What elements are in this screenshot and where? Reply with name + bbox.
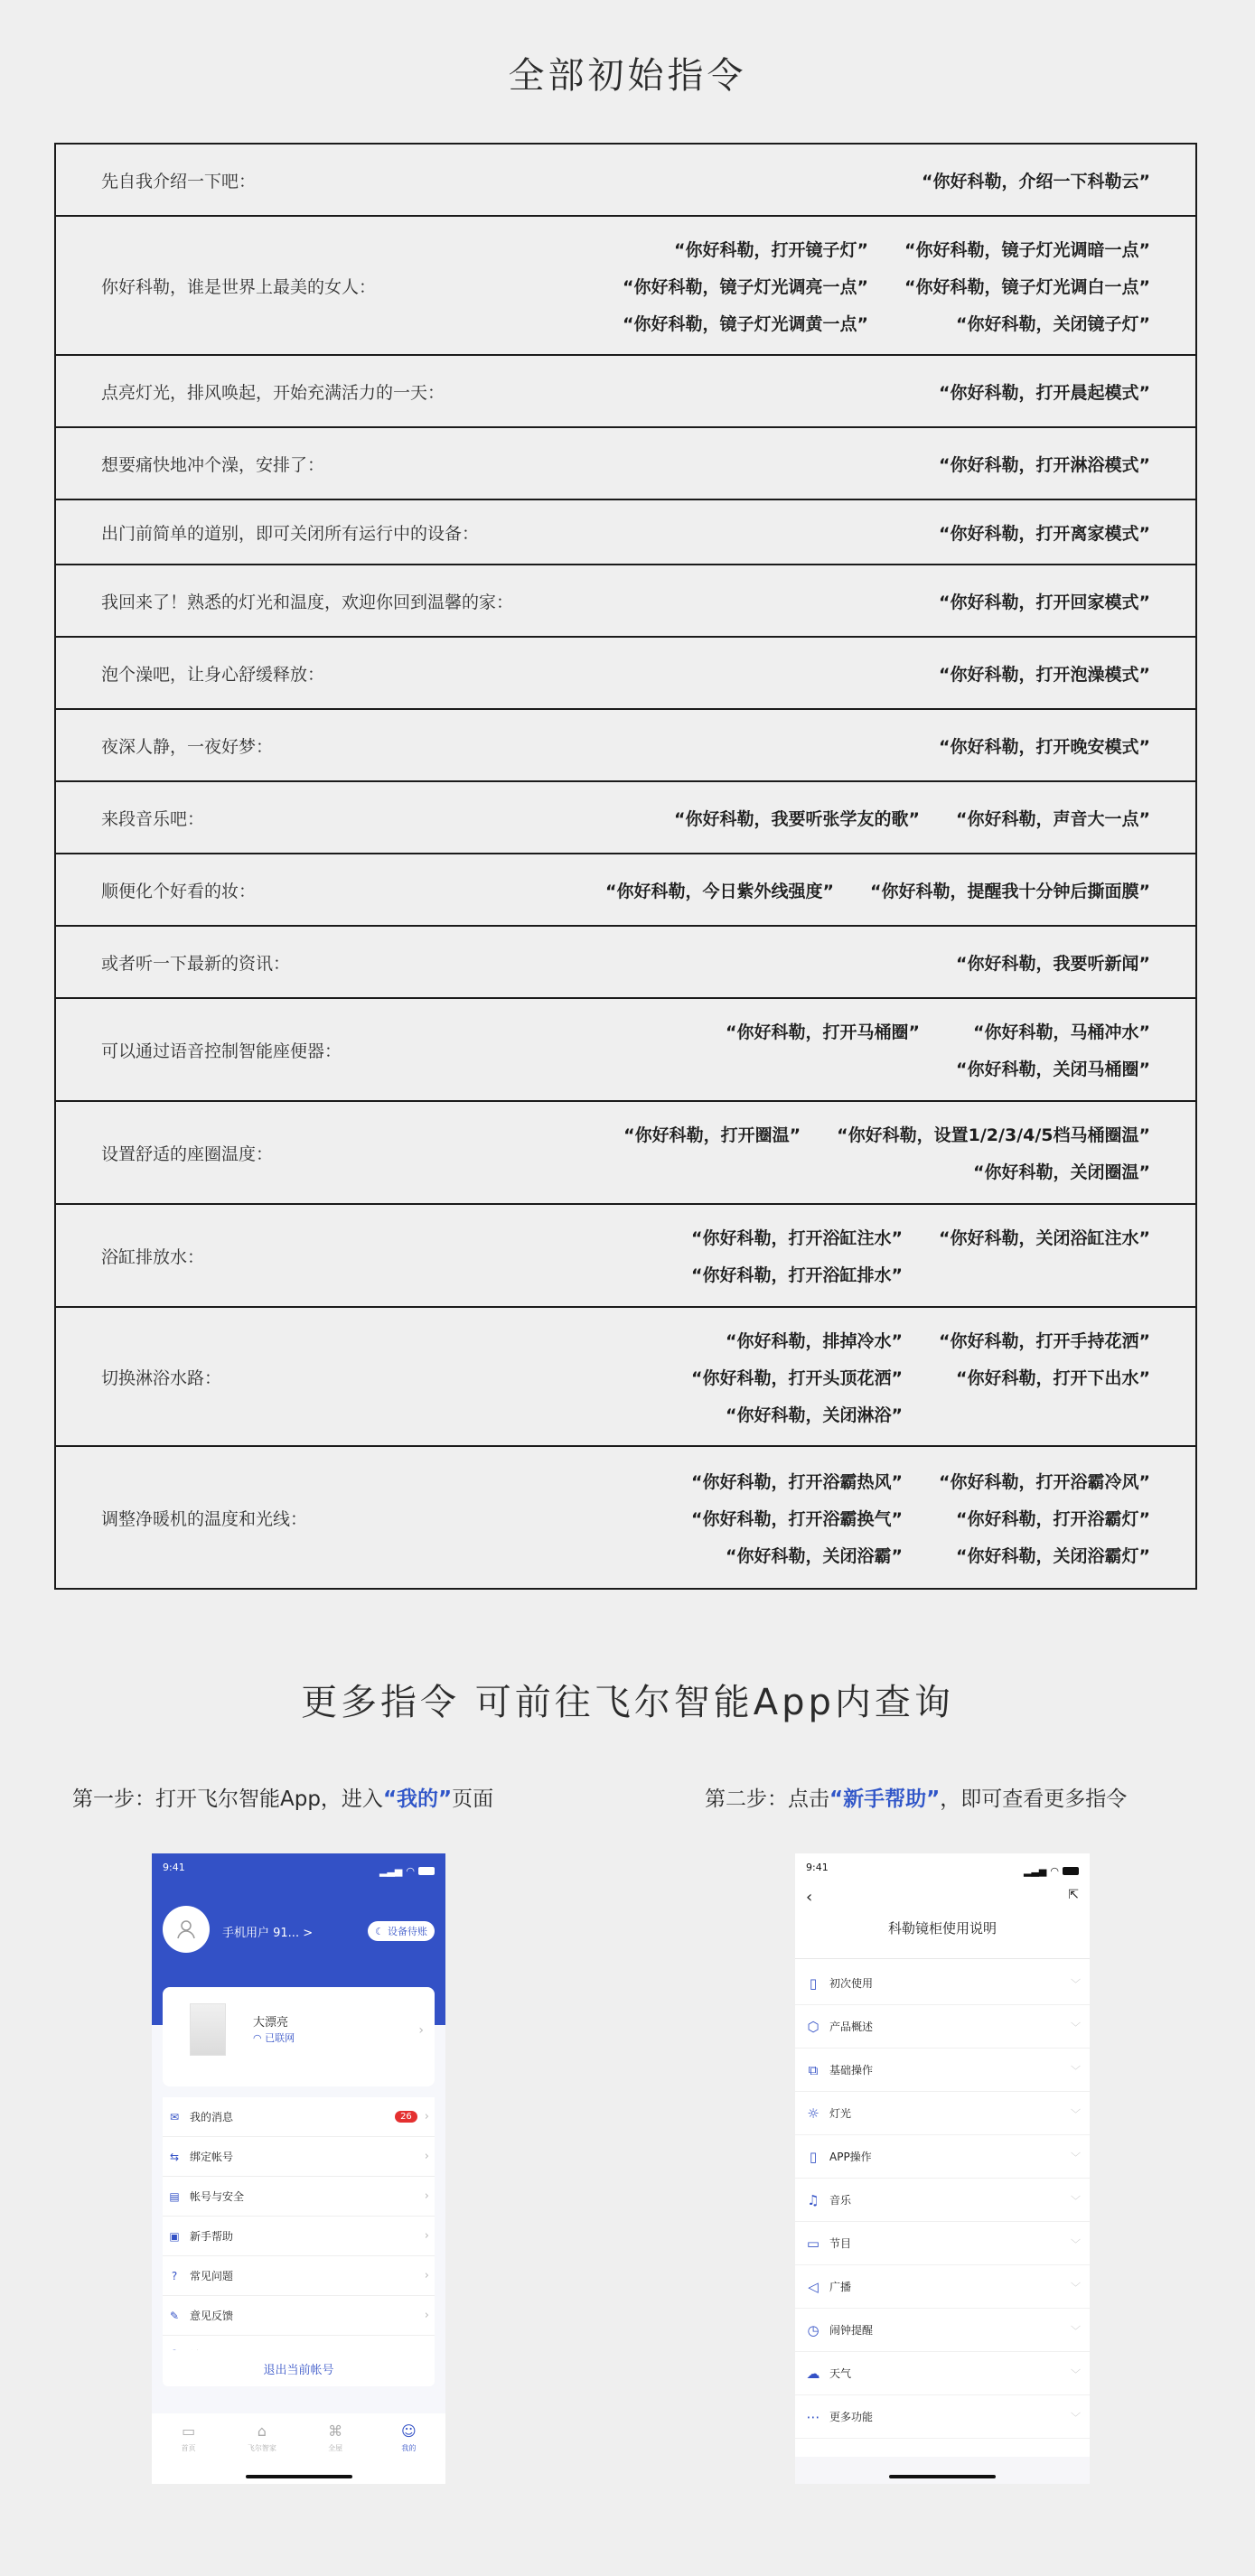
voice-command: “你好科勒，打开浴霸冷风” xyxy=(939,1471,1150,1492)
command-row xyxy=(56,356,1195,428)
command-row xyxy=(56,1308,1195,1447)
voice-command: “你好科勒，打开离家模式” xyxy=(939,523,1150,544)
command-group xyxy=(324,452,1150,476)
command-group xyxy=(513,589,1150,613)
voice-command: “你好科勒，关闭圈温” xyxy=(973,1162,1150,1182)
command-group xyxy=(273,733,1150,758)
voice-command: “你好科勒，排掉冷水” xyxy=(726,1330,904,1351)
voice-command: “你好科勒，镜子灯光调黄一点” xyxy=(623,313,869,334)
command-column xyxy=(623,237,868,335)
chevron-right-icon: › xyxy=(424,2229,429,2243)
user-name[interactable]: 手机用户 91... > xyxy=(222,1927,314,1940)
battery-icon xyxy=(418,1867,435,1875)
command-column xyxy=(623,1122,801,1183)
mail-icon: ✉ xyxy=(169,2110,180,2123)
command-row xyxy=(56,1447,1195,1588)
voice-command: “你好科勒，打开马桶圈” xyxy=(726,1022,921,1042)
scene-label: 想要痛快地冲个澡，安排了： xyxy=(101,454,325,475)
menu-item-label: 新手帮助 xyxy=(190,2230,234,2243)
home-icon: ⌂ xyxy=(257,2422,267,2440)
voice-command: “你好科勒，关闭浴霸” xyxy=(726,1545,904,1566)
divider xyxy=(795,1958,1090,1959)
tab-label: 全屋 xyxy=(328,2444,343,2452)
chevron-down-icon: ﹀ xyxy=(1071,2237,1081,2250)
voice-command: “你好科勒，打开镜子灯” xyxy=(674,239,869,260)
command-column xyxy=(939,661,1150,686)
command-row xyxy=(56,565,1195,638)
tab-bar xyxy=(152,2413,445,2484)
command-row xyxy=(56,638,1195,710)
help-item-label: 更多功能 xyxy=(829,2411,874,2423)
help-item-label: 初次使用 xyxy=(829,1977,874,1990)
scene-label: 浴缸排放水： xyxy=(101,1246,205,1267)
chevron-right-icon: › xyxy=(424,2269,429,2282)
chevron-down-icon: ﹀ xyxy=(1071,2194,1081,2207)
logout-button[interactable]: 退出当前帐号 xyxy=(163,2350,435,2386)
signal-icon: ▂▃▅ xyxy=(379,1865,403,1877)
command-group xyxy=(256,168,1150,192)
command-group xyxy=(221,1328,1150,1426)
scene-label: 设置舒适的座圈温度： xyxy=(101,1143,274,1164)
device-pill-button[interactable] xyxy=(368,1921,435,1941)
command-group xyxy=(256,878,1150,902)
wifi-icon: ◠ xyxy=(1050,1865,1059,1877)
chevron-down-icon: ﹀ xyxy=(1071,2151,1081,2163)
device-card[interactable] xyxy=(163,1987,435,2086)
help-list xyxy=(795,1962,1090,2439)
command-column xyxy=(939,520,1150,545)
voice-command: “你好科勒，打开手持花洒” xyxy=(939,1330,1150,1351)
battery-icon xyxy=(1063,1867,1079,1875)
page-title: 科勒镜柜使用说明 xyxy=(887,1920,997,1937)
chevron-down-icon: ﹀ xyxy=(1071,2021,1081,2033)
command-group xyxy=(273,1122,1150,1183)
command-group xyxy=(324,661,1150,686)
scene-label: 或者听一下最新的资讯： xyxy=(101,953,291,974)
command-column xyxy=(691,1469,903,1567)
voice-command: “你好科勒，关闭浴缸注水” xyxy=(939,1228,1150,1248)
device-image xyxy=(190,2003,226,2056)
command-row xyxy=(56,500,1195,565)
nav-bar xyxy=(795,1888,1090,1913)
user-icon xyxy=(174,1918,198,1941)
help-item[interactable] xyxy=(795,2222,1090,2265)
menu-item[interactable] xyxy=(163,2177,435,2217)
voice-command: “你好科勒，打开浴霸热风” xyxy=(691,1471,904,1492)
guide-icon: ▣ xyxy=(169,2229,180,2243)
command-column xyxy=(904,237,1150,335)
command-column xyxy=(956,806,1150,830)
help-item-label: 基础操作 xyxy=(829,2064,874,2077)
help-item[interactable] xyxy=(795,2352,1090,2395)
command-row xyxy=(56,217,1195,356)
scene-label: 出门前简单的道别，即可关闭所有运行中的设备： xyxy=(101,523,480,544)
scene-label: 我回来了！熟悉的灯光和温度，欢迎你回到温馨的家： xyxy=(101,592,514,612)
voice-command: “你好科勒，我要听张学友的歌” xyxy=(674,808,921,829)
scene-label: 泡个澡吧，让身心舒缓释放： xyxy=(101,664,325,685)
command-column xyxy=(837,1122,1150,1183)
help-item[interactable] xyxy=(795,2092,1090,2135)
chevron-right-icon: › xyxy=(418,2023,424,2038)
help-item[interactable] xyxy=(795,2179,1090,2222)
command-column xyxy=(691,1328,903,1426)
command-column xyxy=(939,589,1150,613)
help-item-label: 产品概述 xyxy=(829,2021,874,2033)
voice-command: “你好科勒，关闭马桶圈” xyxy=(956,1059,1150,1079)
voice-command: “你好科勒，马桶冲水” xyxy=(973,1022,1150,1042)
wifi-icon: ◠ xyxy=(406,1865,415,1877)
profile-menu xyxy=(163,2097,435,2375)
scene-label: 可以通过语音控制智能座便器： xyxy=(101,1041,342,1061)
moon-icon: ☾ xyxy=(375,1925,384,1937)
voice-command: “你好科勒，镜子灯光调亮一点” xyxy=(623,276,869,297)
chat-icon: ▭ xyxy=(182,2422,196,2440)
voice-command: “你好科勒，打开浴缸注水” xyxy=(691,1228,904,1248)
alarm-icon: ◷ xyxy=(807,2321,819,2338)
menu-item-label: 常见问题 xyxy=(190,2270,234,2282)
chevron-right-icon: › xyxy=(424,2110,429,2123)
command-column xyxy=(870,878,1150,902)
tab-item[interactable] xyxy=(166,2422,211,2484)
command-column xyxy=(939,1328,1150,1426)
voice-command: “你好科勒，打开圈温” xyxy=(623,1125,801,1145)
broadcast-icon: ◁ xyxy=(808,2278,819,2295)
command-group xyxy=(204,806,1150,830)
step-two-text: 第二步：点击“新手帮助”，即可查看更多指令 xyxy=(705,1787,1128,1811)
book-icon: ▯ xyxy=(809,1974,818,1992)
voice-command: “你好科勒，关闭镜子灯” xyxy=(956,313,1150,334)
voice-command: “你好科勒，设置1/2/3/4/5档马桶圈温” xyxy=(837,1125,1150,1145)
grid-icon: ⌘ xyxy=(328,2422,343,2440)
command-column xyxy=(605,878,834,902)
scene-label: 先自我介绍一下吧： xyxy=(101,171,257,191)
command-group xyxy=(342,1019,1150,1080)
voice-command: “你好科勒，打开浴霸换气” xyxy=(691,1508,904,1529)
command-row xyxy=(56,927,1195,999)
tab-label: 飞尔智家 xyxy=(247,2444,276,2452)
menu-item-label: 意见反馈 xyxy=(190,2310,234,2322)
command-row xyxy=(56,1205,1195,1308)
back-icon[interactable]: ‹ xyxy=(806,1888,813,1907)
voice-command: “你好科勒，打开浴缸排水” xyxy=(691,1265,904,1285)
voice-command: “你好科勒，打开泡澡模式” xyxy=(939,664,1150,685)
menu-item[interactable] xyxy=(163,2256,435,2296)
chevron-down-icon: ﹀ xyxy=(1071,2367,1081,2380)
phone-icon: ▯ xyxy=(809,2148,818,2165)
voice-command: “你好科勒，介绍一下科勒云” xyxy=(922,171,1150,191)
command-group xyxy=(479,520,1150,545)
command-group xyxy=(290,950,1150,975)
voice-command: “你好科勒，今日紫外线强度” xyxy=(605,881,835,901)
voice-command: “你好科勒，打开晨起模式” xyxy=(939,382,1150,403)
step-one-text: 第一步：打开飞尔智能App，进入“我的”页面 xyxy=(72,1787,494,1811)
menu-item[interactable] xyxy=(163,2217,435,2256)
help-item-label: APP操作 xyxy=(829,2151,872,2163)
help-item-label: 天气 xyxy=(829,2367,852,2380)
help-item[interactable] xyxy=(795,2309,1090,2352)
scene-label: 调整净暖机的温度和光线： xyxy=(101,1508,308,1529)
scene-label: 切换淋浴水路： xyxy=(101,1367,222,1388)
command-group xyxy=(376,237,1150,335)
help-item-label: 节目 xyxy=(829,2237,852,2250)
voice-command: “你好科勒，打开头顶花洒” xyxy=(691,1367,904,1388)
menu-item-label: 帐号与安全 xyxy=(190,2190,245,2203)
scene-label: 你好科勒，谁是世界上最美的女人： xyxy=(101,276,377,297)
scene-label: 顺便化个好看的妆： xyxy=(101,881,257,901)
voice-command: “你好科勒，关闭淋浴” xyxy=(726,1405,904,1425)
help-item-label: 闹钟提醒 xyxy=(829,2324,874,2337)
help-item[interactable] xyxy=(795,2049,1090,2092)
command-row xyxy=(56,1102,1195,1205)
commands-table xyxy=(54,143,1197,1590)
status-bar xyxy=(152,1853,445,1881)
menu-item[interactable] xyxy=(163,2137,435,2177)
tab-label: 首页 xyxy=(181,2444,196,2452)
command-column xyxy=(674,806,920,830)
signal-icon: ▂▃▅ xyxy=(1024,1865,1047,1877)
command-group xyxy=(307,1469,1150,1567)
chevron-down-icon: ﹀ xyxy=(1071,2281,1081,2293)
voice-command: “你好科勒，打开晚安模式” xyxy=(939,736,1150,757)
menu-item[interactable] xyxy=(163,2296,435,2336)
windows-icon: ⧉ xyxy=(808,2061,819,2078)
profile-icon: ☺ xyxy=(401,2422,417,2440)
chevron-down-icon: ﹀ xyxy=(1071,2411,1081,2423)
pill-label: 设备待账 xyxy=(388,1926,427,1937)
share-icon[interactable]: ⇱ xyxy=(1068,1888,1079,1902)
status-bar xyxy=(795,1853,1090,1881)
weather-icon: ☁ xyxy=(806,2365,820,2382)
cube-icon: ⬡ xyxy=(807,2018,819,2035)
voice-command: “你好科勒，我要听新闻” xyxy=(956,953,1150,974)
footer-bar xyxy=(795,2457,1090,2484)
command-column xyxy=(939,452,1150,476)
chevron-right-icon: › xyxy=(424,2309,429,2322)
account-security-icon: ▤ xyxy=(169,2189,180,2203)
music-icon: ♫ xyxy=(807,2191,819,2208)
more-icon: ⋯ xyxy=(806,2408,820,2425)
command-row xyxy=(56,999,1195,1102)
bind-icon: ⇆ xyxy=(169,2150,180,2163)
chevron-down-icon: ﹀ xyxy=(1071,1977,1081,1990)
voice-command: “你好科勒，打开下出水” xyxy=(956,1367,1150,1388)
menu-item-label: 我的消息 xyxy=(190,2111,234,2123)
command-column xyxy=(939,733,1150,758)
help-item[interactable] xyxy=(795,2005,1090,2049)
scene-label: 来段音乐吧： xyxy=(101,808,205,829)
status-time: 9:41 xyxy=(806,1862,829,1873)
command-column xyxy=(691,1225,903,1286)
device-status: ◠ 已联网 xyxy=(253,2032,295,2044)
tab-label: 我的 xyxy=(401,2444,417,2452)
help-item[interactable] xyxy=(795,2265,1090,2309)
menu-item[interactable] xyxy=(163,2097,435,2137)
command-row xyxy=(56,710,1195,782)
command-column xyxy=(956,950,1150,975)
voice-command: “你好科勒，关闭浴霸灯” xyxy=(956,1545,1150,1566)
phone-my-page-screenshot xyxy=(152,1853,445,2484)
voice-command: “你好科勒，打开回家模式” xyxy=(939,592,1150,612)
command-row xyxy=(56,428,1195,500)
chevron-down-icon: ﹀ xyxy=(1071,2324,1081,2337)
voice-command: “你好科勒，声音大一点” xyxy=(956,808,1150,829)
help-item[interactable] xyxy=(795,2135,1090,2179)
scene-label: 点亮灯光，排风唤起，开始充满活力的一天： xyxy=(101,382,445,403)
unread-badge: 26 xyxy=(395,2111,417,2123)
command-column xyxy=(922,168,1150,192)
feedback-icon: ✎ xyxy=(169,2309,180,2322)
scene-label: 夜深人静，一夜好梦： xyxy=(101,736,274,757)
voice-command: “你好科勒，镜子灯光调白一点” xyxy=(904,276,1150,297)
menu-item-label: 绑定帐号 xyxy=(190,2151,234,2163)
voice-command: “你好科勒，提醒我十分钟后撕面膜” xyxy=(870,881,1150,901)
chevron-right-icon: › xyxy=(424,2189,429,2203)
help-item-label: 音乐 xyxy=(829,2194,852,2207)
wifi-icon: ◠ xyxy=(253,2032,266,2044)
video-icon: ▭ xyxy=(806,2235,820,2252)
command-group xyxy=(204,1225,1150,1286)
initial-commands-title: 全部初始指令 xyxy=(508,55,747,97)
tab-item[interactable] xyxy=(386,2422,431,2484)
command-column xyxy=(939,379,1150,404)
command-row xyxy=(56,145,1195,217)
light-icon: ☼ xyxy=(807,2105,819,2122)
more-commands-title: 更多指令 可前往飞尔智能App内查询 xyxy=(301,1682,954,1723)
command-column xyxy=(939,1469,1150,1567)
voice-command: “你好科勒，打开淋浴模式” xyxy=(939,454,1150,475)
faq-icon: ? xyxy=(171,2269,178,2282)
command-column xyxy=(726,1019,920,1080)
home-indicator xyxy=(889,2475,996,2478)
command-column xyxy=(939,1225,1150,1286)
command-column xyxy=(956,1019,1150,1080)
help-item-label: 灯光 xyxy=(829,2107,852,2120)
avatar[interactable] xyxy=(163,1906,210,1953)
status-time: 9:41 xyxy=(163,1862,185,1873)
help-item-label: 广播 xyxy=(829,2281,852,2293)
command-row xyxy=(56,782,1195,854)
command-group xyxy=(445,379,1150,404)
help-item[interactable] xyxy=(795,2395,1090,2439)
voice-command: “你好科勒，镜子灯光调暗一点” xyxy=(904,239,1150,260)
chevron-down-icon: ﹀ xyxy=(1071,2107,1081,2120)
home-indicator xyxy=(246,2475,352,2478)
device-name: 大漂亮 xyxy=(253,2016,289,2030)
phone-help-page-screenshot xyxy=(795,1853,1090,2484)
voice-command: “你好科勒，打开浴霸灯” xyxy=(956,1508,1150,1529)
chevron-right-icon: › xyxy=(424,2150,429,2163)
chevron-down-icon: ﹀ xyxy=(1071,2064,1081,2077)
help-item[interactable] xyxy=(795,1962,1090,2005)
command-row xyxy=(56,854,1195,927)
